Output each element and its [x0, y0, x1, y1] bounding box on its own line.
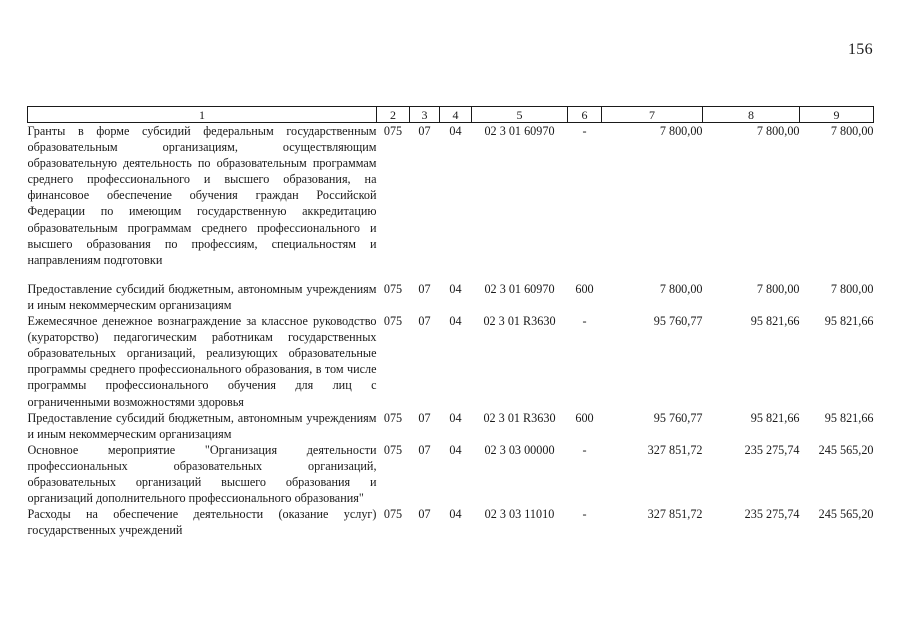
row-name: Основное мероприятие "Организация деятельности профессиональных образовательных организаций, образовательных организаций высшего образования и организаций дополнительного профессионального образования" [27, 442, 377, 506]
row-name: Предоставление субсидий бюджетным, автономным учреждениям и иным некоммерческим организациям [27, 410, 377, 441]
row-subsection-code: 04 [449, 507, 462, 522]
row-name: Расходы на обеспечение деятельности (оказание услуг) государственных учреждений [27, 507, 377, 538]
row-subsection-code: 04 [449, 442, 462, 457]
table-row [28, 506, 874, 538]
table-row [28, 410, 874, 442]
row-name: Предоставление субсидий бюджетным, автономным учреждениям и иным некоммерческим организациям [27, 281, 377, 312]
header-row [28, 107, 874, 123]
header-col-2: 2 [377, 107, 410, 123]
row-section-code: 07 [418, 410, 431, 425]
row-target-article: 02 3 01 60970 [484, 281, 555, 296]
table-row [28, 442, 874, 506]
row-expense-type: 600 [575, 281, 594, 296]
row-section-code: 07 [418, 281, 431, 296]
row-section-code: 07 [418, 442, 431, 457]
row-ministry-code: 075 [383, 442, 403, 457]
header-col-5: 5 [472, 107, 568, 123]
header-col-8: 8 [703, 107, 800, 123]
row-amount-col8: 7 800,00 [756, 124, 800, 138]
row-target-article: 02 3 01 R3630 [483, 314, 556, 329]
row-amount-col9: 245 565,20 [818, 507, 874, 522]
row-ministry-code: 075 [383, 314, 403, 329]
row-name: Ежемесячное денежное вознаграждение за классное руководство (кураторство) педагогическим работникам государственных образовательных организаций, реализующих образовательные программы среднего профессионального образования, в том числе программы профессионального обучения для лиц с ограниченными возможностями здоровья [27, 314, 377, 409]
row-amount-col9: 95 821,66 [824, 314, 874, 329]
row-subsection-code: 04 [449, 314, 462, 329]
row-amount-col8: 235 275,74 [744, 442, 800, 457]
header-col-6: 6 [568, 107, 602, 123]
row-section-code: 07 [418, 507, 431, 522]
row-ministry-code: 075 [383, 507, 403, 522]
row-amount-col9: 245 565,20 [818, 442, 874, 457]
header-col-1: 1 [28, 107, 377, 123]
header-col-3: 3 [410, 107, 440, 123]
row-subsection-code: 04 [449, 281, 462, 296]
row-amount-col8: 95 821,66 [750, 410, 800, 425]
row-amount-col8: 7 800,00 [756, 281, 800, 296]
row-subsection-code: 04 [449, 410, 462, 425]
row-amount-col8: 95 821,66 [750, 314, 800, 329]
row-amount-col7: 327 851,72 [647, 507, 703, 522]
row-amount-col9: 7 800,00 [830, 124, 874, 138]
row-ministry-code: 075 [383, 281, 403, 296]
row-ministry-code: 075 [383, 124, 403, 138]
row-expense-type: 600 [575, 410, 594, 425]
budget-table [27, 106, 874, 538]
row-expense-type: - [582, 507, 587, 522]
row-expense-type: - [582, 124, 587, 138]
row-target-article: 02 3 01 R3630 [483, 410, 556, 425]
row-ministry-code: 075 [383, 410, 403, 425]
row-target-article: 02 3 01 60970 [484, 124, 555, 138]
row-amount-col7: 327 851,72 [647, 442, 703, 457]
header-col-7: 7 [602, 107, 703, 123]
row-target-article: 02 3 03 00000 [484, 442, 555, 457]
row-subsection-code: 04 [449, 124, 462, 138]
header-col-9: 9 [800, 107, 874, 123]
row-section-code: 07 [418, 314, 431, 329]
row-amount-col7: 7 800,00 [659, 124, 703, 138]
table-row [28, 313, 874, 410]
row-name: Гранты в форме субсидий федеральным государственным образовательным организациям, осуществляющим образовательную деятельность по образовательным программам среднего профессионального и высшего образования, на финансовое обеспечение обучения граждан Российской Федерации по имеющим государственную аккредитацию образовательным программам среднего профессионального и высшего образования по профессиям, специальностям и направлениям подготовки [27, 124, 377, 267]
row-expense-type: - [582, 442, 587, 457]
row-amount-col7: 7 800,00 [659, 281, 703, 296]
table-row [28, 123, 874, 268]
row-amount-col8: 235 275,74 [744, 507, 800, 522]
row-amount-col9: 7 800,00 [830, 281, 874, 296]
header-col-4: 4 [440, 107, 472, 123]
table-row [28, 268, 874, 313]
row-amount-col9: 95 821,66 [824, 410, 874, 425]
row-target-article: 02 3 03 11010 [484, 507, 555, 522]
row-expense-type: - [582, 314, 587, 329]
row-amount-col7: 95 760,77 [653, 314, 703, 329]
page-number: 156 [848, 41, 873, 58]
row-amount-col7: 95 760,77 [653, 410, 703, 425]
row-section-code: 07 [418, 124, 431, 138]
